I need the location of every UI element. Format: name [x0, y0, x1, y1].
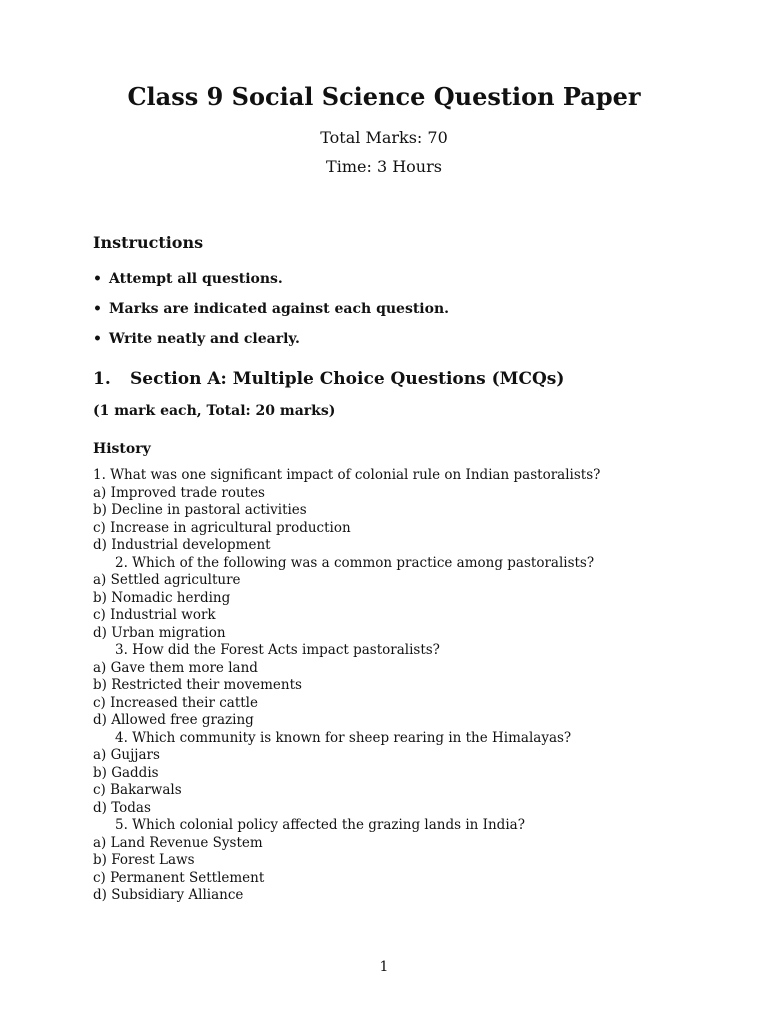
- instruction-text: Attempt all questions.: [109, 271, 283, 287]
- option: c) Industrial work: [93, 607, 216, 623]
- question-text: 3. How did the Forest Acts impact pastoralists?: [115, 642, 440, 658]
- instructions-list: [93, 264, 449, 354]
- question-list: [93, 467, 713, 905]
- option: c) Increase in agricultural production: [93, 519, 351, 536]
- instruction-text: Write neatly and clearly.: [109, 331, 300, 347]
- section-marks-note: (1 mark each, Total: 20 marks): [93, 403, 336, 419]
- question-text: 4. Which community is known for sheep rearing in the Himalayas?: [115, 729, 572, 746]
- instruction-text: Marks are indicated against each question.: [109, 301, 450, 317]
- option: c) Increased their cattle: [93, 694, 258, 711]
- time-allowed: Time: 3 Hours: [326, 157, 442, 176]
- page-title: Class 9 Social Science Question Paper: [127, 82, 641, 111]
- option: c) Bakarwals: [93, 782, 182, 798]
- option: d) Allowed free grazing: [93, 712, 254, 728]
- option: d) Subsidiary Alliance: [93, 887, 244, 903]
- option: a) Land Revenue System: [93, 834, 263, 851]
- question-text: 5. Which colonial policy affected the grazing lands in India?: [115, 817, 525, 833]
- question-text: 1. What was one significant impact of colonial rule on Indian pastoralists?: [93, 467, 601, 483]
- bullet-icon: •: [93, 271, 102, 287]
- instruction-item: [93, 324, 449, 354]
- total-marks: Total Marks: 70: [320, 128, 448, 147]
- section-a-heading: [93, 367, 564, 391]
- option: d) Todas: [93, 799, 151, 816]
- instruction-item: [93, 264, 449, 294]
- option: d) Urban migration: [93, 624, 226, 641]
- history-subheading: History: [93, 441, 151, 457]
- instruction-item: [93, 294, 449, 324]
- page-number: 1: [379, 959, 389, 975]
- option: b) Forest Laws: [93, 852, 195, 868]
- option: b) Decline in pastoral activities: [93, 502, 307, 518]
- section-title: Section A: Multiple Choice Questions (MCQs): [130, 369, 565, 389]
- question-text: 2. Which of the following was a common practice among pastoralists?: [115, 554, 595, 571]
- option: c) Permanent Settlement: [93, 869, 265, 886]
- option: b) Restricted their movements: [93, 677, 302, 693]
- option: a) Gujjars: [93, 747, 160, 763]
- option: b) Gaddis: [93, 764, 159, 781]
- instructions-heading: Instructions: [93, 233, 204, 252]
- bullet-icon: •: [93, 301, 102, 317]
- option: b) Nomadic herding: [93, 589, 231, 606]
- option: a) Improved trade routes: [93, 484, 265, 501]
- option: a) Settled agriculture: [93, 572, 241, 588]
- option: a) Gave them more land: [93, 659, 258, 676]
- bullet-icon: •: [93, 331, 102, 347]
- option: d) Industrial development: [93, 537, 271, 553]
- section-number: 1.: [93, 369, 111, 389]
